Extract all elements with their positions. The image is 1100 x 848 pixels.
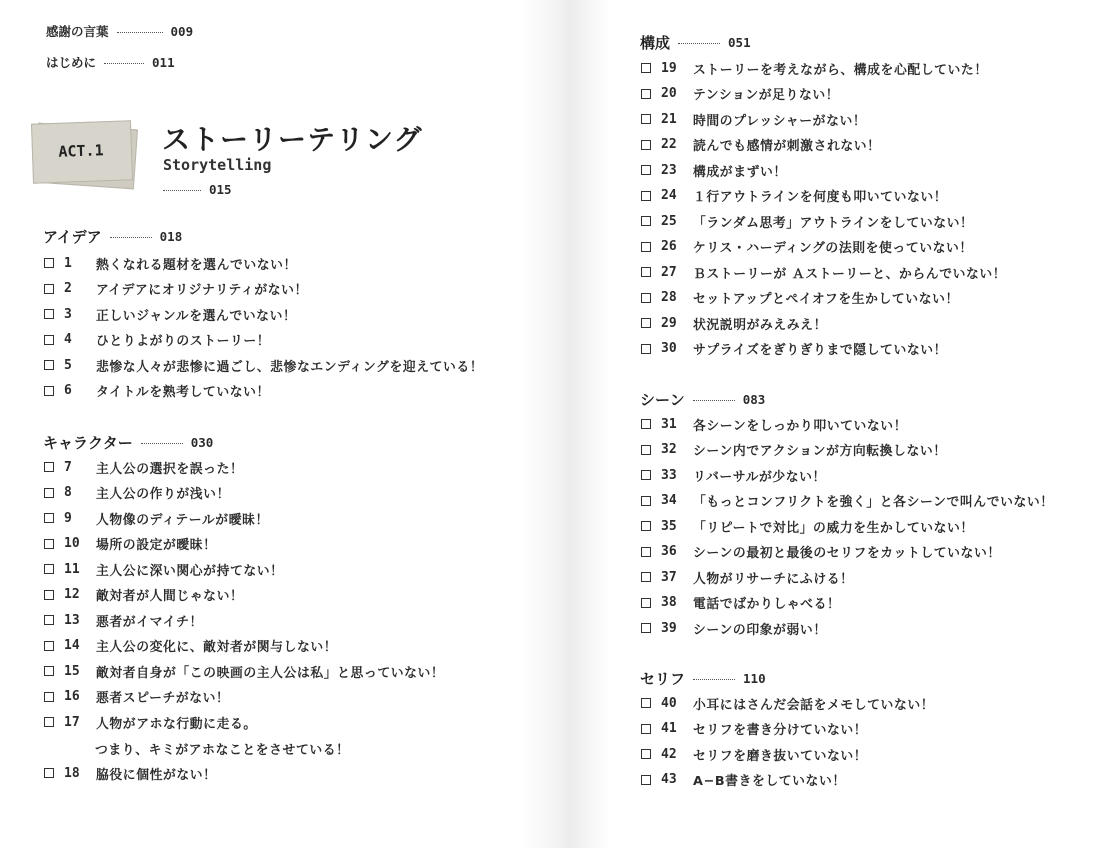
item-text: 人物がアホな行動に走る。 xyxy=(96,716,257,732)
item-number: 18 xyxy=(64,765,80,781)
checklist-item[interactable] xyxy=(641,161,787,179)
item-text: リバーサルが少ない！ xyxy=(693,469,826,485)
item-text: １行アウトラインを何度も叩いていない！ xyxy=(693,190,948,205)
checkbox-icon[interactable] xyxy=(641,318,651,328)
item-text: 「もっとコンフリクトを強く」と各シーンで叫んでいない！ xyxy=(693,495,1054,510)
item-text: セリフを磨き抜いていない！ xyxy=(693,748,868,764)
item-text: 「ランダム思考」アウトラインをしていない！ xyxy=(693,215,974,231)
checkbox-icon[interactable] xyxy=(641,89,651,99)
checklist-item[interactable] xyxy=(44,254,297,272)
leader-dots xyxy=(110,237,152,238)
item-text: 主人公の選択を誤った！ xyxy=(96,461,244,477)
checkbox-icon[interactable] xyxy=(641,191,651,201)
section-title: シーン xyxy=(640,391,685,409)
checklist-item[interactable] xyxy=(44,305,296,323)
front-matter-entry[interactable] xyxy=(46,53,175,71)
checkbox-icon[interactable] xyxy=(44,717,54,727)
checklist-item[interactable] xyxy=(44,484,230,502)
item-text: 人物像のディテールが曖昧！ xyxy=(96,512,269,528)
section-title: 構成 xyxy=(640,34,671,52)
item-number: 23 xyxy=(661,162,677,178)
checkbox-icon[interactable] xyxy=(641,419,651,429)
item-number: 41 xyxy=(661,721,677,736)
item-number: 12 xyxy=(64,587,80,602)
item-text: Ｂストーリーが Ａストーリーと、からんでいない！ xyxy=(693,266,1007,282)
item-text: セットアップとペイオフを生かしていない！ xyxy=(693,292,959,307)
checklist-item[interactable] xyxy=(641,415,907,433)
item-number: 19 xyxy=(661,60,677,76)
item-number: 36 xyxy=(661,544,677,559)
item-number: 37 xyxy=(661,569,677,585)
checkbox-icon[interactable] xyxy=(44,488,54,498)
checklist-item[interactable] xyxy=(641,441,947,459)
checklist-item[interactable] xyxy=(641,59,988,77)
item-text: 読んでも感情が刺激されない！ xyxy=(693,139,881,154)
checkbox-icon[interactable] xyxy=(641,496,651,506)
checkbox-icon[interactable] xyxy=(641,572,651,582)
section-title: キャラクター xyxy=(43,434,133,452)
checklist-item[interactable] xyxy=(641,340,947,358)
item-number: 34 xyxy=(661,493,677,508)
section-page-number: 030 xyxy=(190,435,214,450)
checkbox-icon[interactable] xyxy=(44,309,54,319)
act-page-number: 015 xyxy=(209,182,232,197)
item-number: 8 xyxy=(64,485,72,500)
checklist-item[interactable] xyxy=(641,568,854,586)
act-page-entry[interactable] xyxy=(163,182,232,197)
checkbox-icon[interactable] xyxy=(641,293,651,303)
checklist-item[interactable] xyxy=(641,238,973,256)
leader-dots xyxy=(117,32,163,33)
checkbox-icon[interactable] xyxy=(641,749,651,759)
item-number: 30 xyxy=(661,341,677,356)
checklist-item[interactable] xyxy=(641,720,867,738)
item-text: 敵対者自身が「この映画の主人公は私」と思っていない！ xyxy=(96,665,445,681)
item-text: 脇役に個性がない！ xyxy=(96,767,217,783)
item-number: 42 xyxy=(661,746,677,762)
item-text: シーンの最初と最後のセリフをカットしていない！ xyxy=(693,546,1001,561)
checkbox-icon[interactable] xyxy=(641,724,651,734)
checkbox-icon[interactable] xyxy=(44,513,54,523)
checklist-item[interactable] xyxy=(44,382,270,400)
item-number: 29 xyxy=(661,315,677,331)
checkbox-icon[interactable] xyxy=(44,768,54,778)
checkbox-icon[interactable] xyxy=(641,598,651,608)
checkbox-icon[interactable] xyxy=(641,114,651,124)
section-heading[interactable] xyxy=(640,389,765,410)
item-text: 構成がまずい！ xyxy=(693,164,787,180)
checkbox-icon[interactable] xyxy=(641,344,651,354)
item-text: 主人公に深い関心が持てない！ xyxy=(96,563,284,579)
checklist-item[interactable] xyxy=(641,314,827,332)
checklist-item[interactable] xyxy=(641,492,1054,510)
item-number: 17 xyxy=(64,714,80,730)
item-number: 32 xyxy=(661,442,677,457)
checkbox-icon[interactable] xyxy=(641,63,651,73)
item-text: セリフを書き分けていない！ xyxy=(693,723,868,738)
checklist-item[interactable] xyxy=(641,289,959,307)
checklist-item[interactable] xyxy=(44,688,229,706)
item-number: 11 xyxy=(64,561,80,577)
section-title: アイデア xyxy=(43,228,102,246)
checklist-item[interactable] xyxy=(44,331,270,349)
checklist-item[interactable] xyxy=(641,771,846,789)
item-number: 20 xyxy=(661,86,677,101)
checklist-item[interactable] xyxy=(641,466,826,484)
checkbox-icon[interactable] xyxy=(641,267,651,277)
checklist-item[interactable] xyxy=(641,212,973,230)
item-text: アイデアにオリジナリティがない！ xyxy=(96,283,308,298)
item-text: ひとりよがりのストーリー！ xyxy=(96,334,271,349)
checkbox-icon[interactable] xyxy=(44,360,54,370)
checkbox-icon[interactable] xyxy=(44,590,54,600)
item-number: 15 xyxy=(64,663,80,679)
item-text: 場所の設定が曖昧！ xyxy=(96,538,217,553)
item-text: 敵対者が人間じゃない！ xyxy=(96,589,244,604)
item-number: 28 xyxy=(661,290,677,305)
item-text: 主人公の変化に、敵対者が関与しない！ xyxy=(96,640,338,655)
section-page-number: 083 xyxy=(742,392,766,407)
item-text: 電話でばかりしゃべる！ xyxy=(693,597,841,612)
checkbox-icon[interactable] xyxy=(44,641,54,651)
front-matter-page: 011 xyxy=(152,54,175,70)
checkbox-icon[interactable] xyxy=(641,623,651,633)
checkbox-icon[interactable] xyxy=(641,521,651,531)
checklist-item[interactable] xyxy=(641,85,839,103)
checklist-item[interactable] xyxy=(44,637,337,655)
checkbox-icon[interactable] xyxy=(44,692,54,702)
item-text: 人物がリサーチにふける！ xyxy=(693,571,854,587)
item-number: 6 xyxy=(64,383,72,398)
checklist-item[interactable] xyxy=(641,263,1006,281)
section-page-number: 018 xyxy=(159,229,183,244)
item-text: タイトルを熟考していない！ xyxy=(96,385,270,400)
item-number: 7 xyxy=(64,459,72,475)
leader-dots xyxy=(141,443,183,444)
leader-dots xyxy=(163,190,201,191)
act-subtitle: Storytelling xyxy=(163,156,272,174)
item-number: 38 xyxy=(661,595,677,610)
item-number: 39 xyxy=(661,620,677,636)
checklist-item[interactable] xyxy=(44,560,284,578)
front-matter-label: 感謝の言葉 xyxy=(46,24,109,39)
section-page-number: 051 xyxy=(728,35,751,50)
checkbox-icon[interactable] xyxy=(641,216,651,226)
item-number: 25 xyxy=(661,213,677,229)
checklist-item[interactable] xyxy=(641,594,840,612)
leader-dots xyxy=(693,400,735,401)
item-number: 3 xyxy=(64,306,72,322)
item-number: 35 xyxy=(661,518,677,534)
section-heading[interactable] xyxy=(640,668,766,689)
checkbox-icon[interactable] xyxy=(641,445,651,455)
item-number: 21 xyxy=(661,111,677,127)
checklist-item[interactable] xyxy=(44,356,483,374)
item-number: 1 xyxy=(64,255,72,271)
checklist-item[interactable] xyxy=(641,745,867,763)
checkbox-icon[interactable] xyxy=(641,165,651,175)
checkbox-icon[interactable] xyxy=(44,539,54,549)
item-number: 31 xyxy=(661,416,677,432)
section-heading[interactable] xyxy=(43,226,182,247)
checklist-item[interactable] xyxy=(44,713,257,731)
section-page-number: 110 xyxy=(743,671,766,686)
checklist-item[interactable] xyxy=(641,543,1001,561)
checkbox-icon[interactable] xyxy=(44,335,54,345)
item-number: 27 xyxy=(661,264,677,280)
checkbox-icon[interactable] xyxy=(44,615,54,625)
checklist-item[interactable] xyxy=(641,187,947,205)
item-text: サプライズをぎりぎりまで隠していない！ xyxy=(693,343,948,358)
item-number: 22 xyxy=(661,137,677,152)
item-number: 16 xyxy=(64,689,80,704)
item-number: 2 xyxy=(64,281,72,296)
checklist-item[interactable] xyxy=(44,509,269,527)
section-title: セリフ xyxy=(640,670,686,688)
checkbox-icon[interactable] xyxy=(641,242,651,252)
item-text: シーン内でアクションが方向転換しない！ xyxy=(693,444,947,459)
item-number: 10 xyxy=(64,536,80,551)
front-matter-label: はじめに xyxy=(46,55,97,70)
act-badge xyxy=(32,120,134,186)
checkbox-icon[interactable] xyxy=(641,140,651,150)
item-text: 悪者スピーチがない！ xyxy=(96,691,230,706)
item-text: 「リピートで対比」の威力を生かしていない！ xyxy=(693,520,974,536)
item-number: 24 xyxy=(661,188,677,203)
checklist-item[interactable] xyxy=(44,586,243,604)
item-text: 悲惨な人々が悲惨に過ごし、悲惨なエンディングを迎えている！ xyxy=(96,359,484,375)
section-heading[interactable] xyxy=(640,32,751,53)
leader-dots xyxy=(693,679,735,680)
front-matter-entry[interactable] xyxy=(46,22,193,40)
item-text: 熱くなれる題材を選んでいない！ xyxy=(96,257,297,273)
section-heading[interactable] xyxy=(43,432,213,453)
checkbox-icon[interactable] xyxy=(44,564,54,574)
item-number: 40 xyxy=(661,695,677,711)
checkbox-icon[interactable] xyxy=(44,462,54,472)
item-number: 4 xyxy=(64,332,72,347)
item-number: 26 xyxy=(661,239,677,254)
checkbox-icon[interactable] xyxy=(44,666,54,676)
item-number: 5 xyxy=(64,357,72,373)
checklist-item[interactable] xyxy=(44,280,308,298)
checkbox-icon[interactable] xyxy=(44,284,54,294)
checkbox-icon[interactable] xyxy=(641,547,651,557)
checklist-item[interactable] xyxy=(641,619,827,637)
checklist-item[interactable] xyxy=(641,110,866,128)
checkbox-icon[interactable] xyxy=(44,258,54,268)
item-text: 悪者がイマイチ！ xyxy=(96,614,203,630)
right-page xyxy=(600,0,1100,848)
item-text: 正しいジャンルを選んでいない！ xyxy=(96,308,297,324)
item-text: ケリス・ハーディングの法則を使っていない！ xyxy=(693,241,973,256)
item-text: テンションが足りない！ xyxy=(693,88,840,103)
front-matter-page: 009 xyxy=(170,23,194,39)
checklist-item[interactable] xyxy=(44,662,444,680)
checklist-item[interactable] xyxy=(641,136,881,154)
item-text: 各シーンをしっかり叩いていない！ xyxy=(693,418,908,434)
checkbox-icon[interactable] xyxy=(641,698,651,708)
checklist-item[interactable] xyxy=(44,764,217,782)
checklist-item[interactable] xyxy=(641,694,934,712)
checkbox-icon[interactable] xyxy=(641,470,651,480)
checklist-item[interactable] xyxy=(44,611,203,629)
item-number: 14 xyxy=(64,638,80,653)
act-label: ACT.1 xyxy=(58,141,104,161)
item-text: 時間のプレッシャーがない！ xyxy=(693,113,867,129)
item-text: シーンの印象が弱い！ xyxy=(693,622,827,638)
item-number: 13 xyxy=(64,612,80,628)
item-text: 状況説明がみえみえ！ xyxy=(693,317,827,333)
item-text: 小耳にはさんだ会話をメモしていない！ xyxy=(693,697,935,713)
item-number: 43 xyxy=(661,772,677,787)
item-text-continuation: つまり、キミがアホなことをさせている！ xyxy=(95,742,350,758)
checklist-item[interactable] xyxy=(44,535,217,553)
checkbox-icon[interactable] xyxy=(44,386,54,396)
leader-dots xyxy=(678,43,720,44)
item-number: 33 xyxy=(661,467,677,483)
item-number: 9 xyxy=(64,510,72,526)
checklist-item[interactable] xyxy=(641,517,974,535)
item-text: A−B書きをしていない！ xyxy=(693,774,846,789)
leader-dots xyxy=(104,63,144,64)
item-text: ストーリーを考えながら、構成を心配していた！ xyxy=(693,62,988,78)
checkbox-icon[interactable] xyxy=(641,775,651,785)
item-text: 主人公の作りが浅い！ xyxy=(96,487,230,502)
act-title: ストーリーテリング xyxy=(162,123,423,156)
checklist-item[interactable] xyxy=(44,458,243,476)
